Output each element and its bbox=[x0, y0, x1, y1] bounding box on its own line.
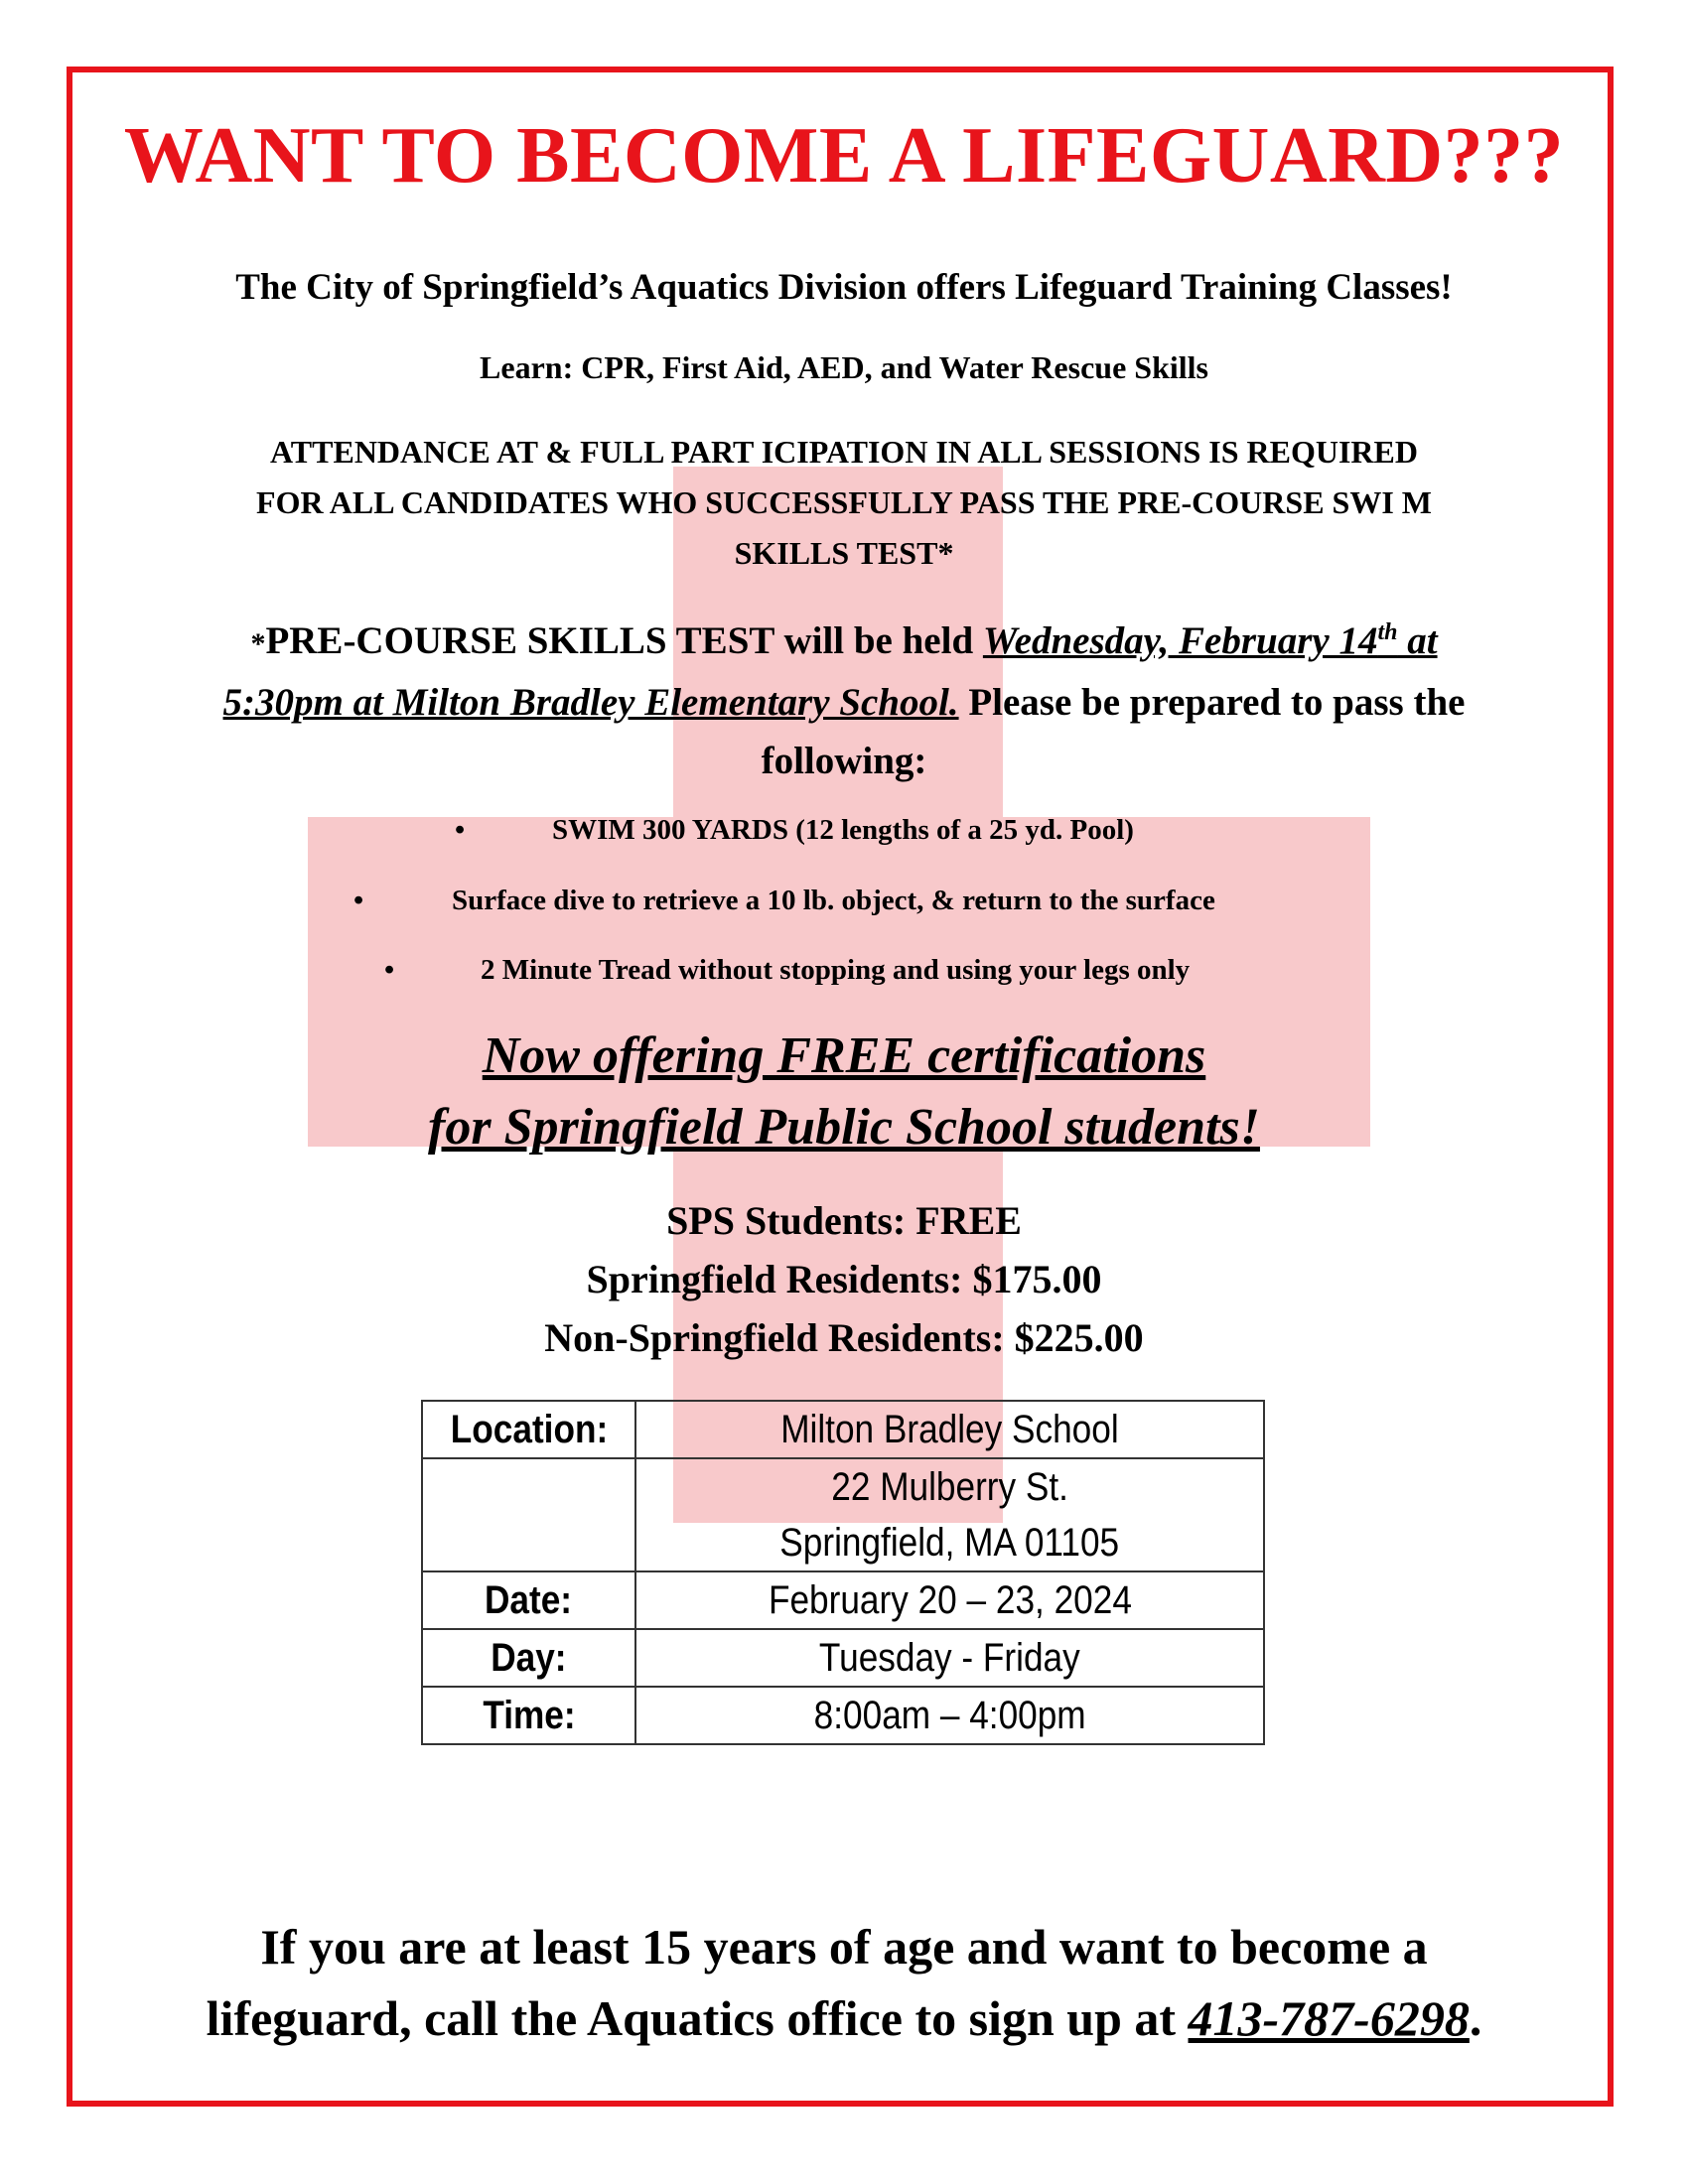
table-row bbox=[422, 1687, 1264, 1744]
table-row bbox=[422, 1571, 1264, 1629]
pretest-tail: Please be prepared to pass the bbox=[958, 681, 1466, 724]
day-value: Tuesday - Friday bbox=[635, 1629, 1264, 1687]
attendance-requirement bbox=[109, 427, 1579, 579]
offer-line-2: for Springfield Public School students! bbox=[428, 1099, 1260, 1156]
price-non-residents: Non-Springfield Residents: $225.00 bbox=[544, 1315, 1144, 1360]
day-label: Day: bbox=[422, 1629, 635, 1687]
price-sps: SPS Students: FREE bbox=[666, 1198, 1022, 1243]
price-list bbox=[79, 1191, 1609, 1367]
attendance-line-3: SKILLS TEST* bbox=[734, 535, 954, 571]
pretest-date: Wednesday, February 14th at bbox=[982, 619, 1438, 662]
learn-skills-line: Learn: CPR, First Aid, AED, and Water Rescue Skills bbox=[480, 349, 1208, 385]
pretest-tail-2: following: bbox=[761, 740, 927, 782]
price-residents: Springfield Residents: $175.00 bbox=[586, 1257, 1102, 1301]
class-details-table bbox=[421, 1400, 1265, 1745]
footer-period: . bbox=[1469, 1990, 1482, 2046]
table-row bbox=[422, 1458, 1264, 1571]
pretest-place: 5:30pm at Milton Bradley Elementary School. bbox=[222, 681, 959, 724]
asterisk: * bbox=[250, 627, 266, 660]
location-value-1: Milton Bradley School bbox=[635, 1401, 1264, 1458]
bullet-dot: • bbox=[353, 885, 364, 916]
flyer-title: WANT TO BECOME A LIFEGUARD??? bbox=[123, 112, 1565, 200]
offer-line-1: Now offering FREE certifications bbox=[482, 1027, 1206, 1084]
time-label: Time: bbox=[422, 1687, 635, 1744]
requirement-surface-dive: Surface dive to retrieve a 10 lb. object, & return to the surface bbox=[452, 885, 1215, 916]
table-row bbox=[422, 1401, 1264, 1458]
bullet-dot: • bbox=[455, 814, 466, 846]
table-row bbox=[422, 1629, 1264, 1687]
pretest-lead: PRE-COURSE SKILLS TEST will be held bbox=[265, 619, 983, 662]
attendance-line-2: FOR ALL CANDIDATES WHO SUCCESSFULLY PASS THE PRE-COURSE SWI M bbox=[256, 484, 1432, 520]
date-label: Date: bbox=[422, 1571, 635, 1629]
phone-number-link[interactable]: 413-787-6298 bbox=[1188, 1990, 1470, 2046]
footer-line-2: lifeguard, call the Aquatics office to sign up at bbox=[206, 1990, 1189, 2046]
bullet-dot: • bbox=[384, 954, 395, 986]
free-certification-offer bbox=[79, 1021, 1609, 1163]
pre-course-test-paragraph bbox=[119, 604, 1569, 790]
requirement-swim: SWIM 300 YARDS (12 lengths of a 25 yd. Pool) bbox=[552, 814, 1134, 846]
flyer-subtitle: The City of Springfield’s Aquatics Division offers Lifeguard Training Classes! bbox=[235, 267, 1453, 308]
location-value-2: 22 Mulberry St. Springfield, MA 01105 bbox=[635, 1458, 1264, 1571]
date-value: February 20 – 23, 2024 bbox=[635, 1571, 1264, 1629]
footer-line-1: If you are at least 15 years of age and want to become a bbox=[260, 1919, 1428, 1975]
location-label: Location: bbox=[422, 1401, 635, 1458]
requirement-tread: 2 Minute Tread without stopping and using your legs only bbox=[481, 954, 1191, 986]
attendance-line-1: ATTENDANCE AT & FULL PART ICIPATION IN ALL SESSIONS IS REQUIRED bbox=[270, 434, 1418, 470]
signup-call-to-action bbox=[109, 1911, 1579, 2054]
time-value: 8:00am – 4:00pm bbox=[635, 1687, 1264, 1744]
